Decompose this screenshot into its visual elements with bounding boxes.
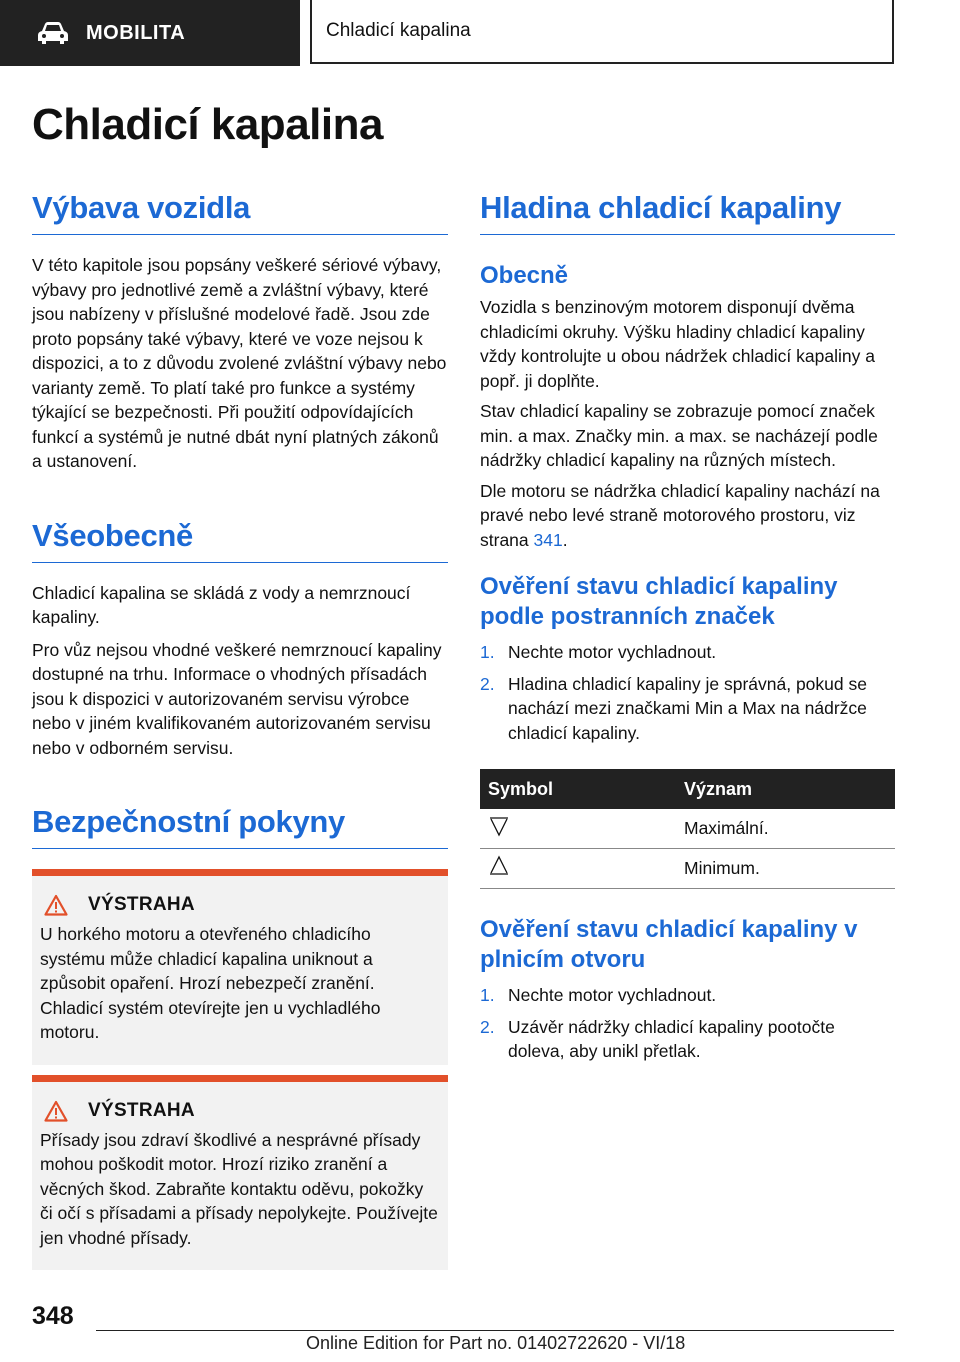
- table-cell-symbol: [480, 849, 678, 889]
- min-mark-icon: [488, 855, 510, 877]
- obecne-text-3: [480, 479, 895, 553]
- table-cell-meaning: Maximální.: [678, 809, 895, 849]
- warning-box-hot-engine: [32, 869, 448, 1065]
- vybava-text: V této kapitole jsou popsány veškeré sériové výbavy, výbavy pro jednotlivé země a zvláštní výbavy, které jsou nabízeny v příslušné modelové řadě. Jsou zde proto popsány také výbavy, které ve voze nejsou k dispozici, a to z důvodu zvolené zvláštní výbavy nebo varianty země. To platí také pro funkce a systémy týkající se bezpečnosti. Při použití odpovídajících funkcí a systémů je nutné dbát nyní platných zákonů a ustanovení.: [32, 255, 447, 471]
- running-header-title: Chladicí kapalina: [326, 20, 471, 41]
- warning-triangle-icon: [44, 1100, 68, 1122]
- step-text: Nechte motor vychladnout.: [508, 985, 717, 1005]
- obecne-text-2: Stav chladicí kapaliny se zobrazuje pomocí značek min. a max. Značky min. a max. se nacházejí podle nádržky chladicí kapaliny na různých místech.: [480, 401, 878, 470]
- vseobecne-text-2: Pro vůz nejsou vhodné veškeré nemrznoucí kapaliny dostupné na trhu. Informace o vhodných přísadách jsou k dispozici v autorizovaném servisu výrobce nebo v jiném kvalifikovaném autorizovaném servisu nebo v odborném servisu.: [32, 639, 442, 758]
- obecne-text-3-post: .: [562, 529, 568, 550]
- section-title-bezpecnost: Bezpečnostní pokyny: [32, 804, 448, 849]
- warning-text: Přísady jsou zdraví škodlivé a nesprávné přísady mohou poškodit motor. Hrozí riziko zranění a věcných škod. Zabraňte kontaktu oděvu, pokožky či očí s přísadami a přísady nepolykejte. Používejte jen vhodné přísady.: [40, 1129, 438, 1248]
- obecne-text-3-pre: Dle motoru se nádržka chladicí kapaliny nachází na pravé nebo levé straně motorového prostoru, viz strana: [480, 480, 880, 550]
- steps-check-marks: [480, 640, 895, 745]
- table-header-row: [480, 769, 895, 809]
- section-title-hladina: Hladina chladicí kapaliny: [480, 190, 895, 235]
- table-cell-meaning: Minimum.: [678, 849, 895, 889]
- steps-check-filler: [480, 983, 895, 1064]
- table-header-symbol: Symbol: [480, 769, 678, 809]
- warning-text: U horkého motoru a otevřeného chladicího systému může chladicí kapalina uniknout a způsobit opaření. Hrozí nebezpečí zranění. Chladicí systém otevírejte jen u vychladlého motoru.: [40, 924, 381, 1042]
- vseobecne-text-1: Chladicí kapalina se skládá z vody a nemrznoucí kapaliny.: [32, 582, 411, 627]
- subsection-title-check-marks: Ověření stavu chladicí kapaliny podle postranních značek: [480, 573, 838, 630]
- running-header: [310, 0, 894, 64]
- step-number: 2.: [480, 1016, 495, 1037]
- obecne-text-1: Vozidla s benzinovým motorem disponují dvěma chladicími okruhy. Výšku hladiny chladicí kapaliny vždy kontrolujte u obou nádržek chladicí kapaliny a popř. ji doplňte.: [480, 297, 875, 391]
- page-link-341[interactable]: 341: [533, 529, 563, 550]
- footer-edition: Online Edition for Part no. 01402722620 - VI/18: [306, 1333, 686, 1353]
- subsection-title-obecne: Obecně: [480, 262, 569, 289]
- warning-title: VÝSTRAHA: [88, 894, 195, 915]
- footer-divider: [96, 1330, 894, 1331]
- max-mark-icon: [488, 815, 510, 837]
- step-number: 2.: [480, 673, 495, 694]
- warning-box-additives: [32, 1075, 448, 1271]
- step-text: Nechte motor vychladnout.: [508, 642, 717, 662]
- chapter-tab-label: MOBILITA: [86, 21, 186, 44]
- step-text: Hladina chladicí kapaliny je správná, pokud se nachází mezi značkami Min a Max na nádržce chladicí kapaliny.: [508, 673, 867, 743]
- warning-triangle-icon: [44, 894, 68, 916]
- chapter-tab[interactable]: [0, 0, 300, 66]
- right-column: [480, 190, 895, 1071]
- page-title: Chladicí kapalina: [32, 100, 383, 149]
- warning-header: [40, 894, 438, 916]
- section-title-vseobecne: Všeobecně: [32, 518, 448, 563]
- table-row: [480, 809, 895, 849]
- table-row: [480, 849, 895, 889]
- page-number: 348: [32, 1302, 74, 1330]
- car-icon: [36, 20, 70, 46]
- section-title-vybava: Výbava vozidla: [32, 190, 448, 235]
- subsection-title-check-filler: Ověření stavu chladicí kapaliny v plnicím otvoru: [480, 916, 858, 973]
- left-column: [32, 190, 448, 1270]
- step-text: Uzávěr nádržky chladicí kapaliny pootočte doleva, aby unikl přetlak.: [508, 1016, 835, 1061]
- symbol-table: [480, 769, 895, 889]
- warning-header: [40, 1100, 438, 1122]
- step-number: 1.: [480, 642, 495, 662]
- table-header-meaning: Význam: [678, 769, 895, 809]
- step-item: [480, 672, 895, 746]
- table-cell-symbol: [480, 809, 678, 849]
- step-item: [480, 640, 895, 665]
- step-item: [480, 1015, 895, 1064]
- step-number: 1.: [480, 985, 495, 1005]
- step-item: [480, 983, 895, 1008]
- warning-title: VÝSTRAHA: [88, 1099, 195, 1121]
